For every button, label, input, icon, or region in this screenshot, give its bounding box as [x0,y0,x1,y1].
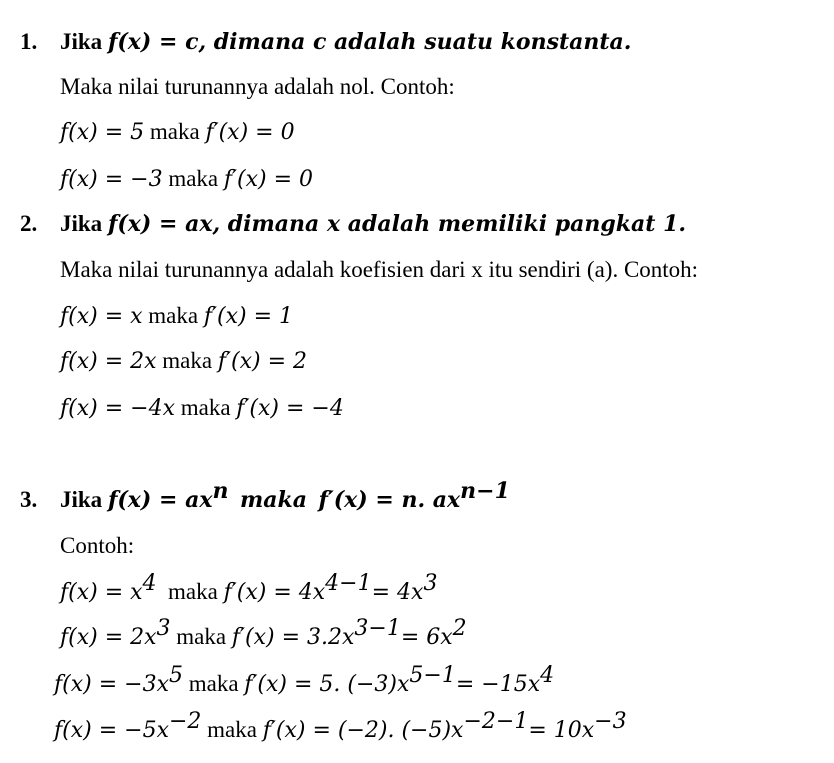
example-maka: maka [207,717,257,742]
rule-3-jika: Jika [60,487,103,512]
example-rhs: f′(x) = 1 [203,304,293,329]
rule-2-description: Maka nilai turunannya adalah koefisien dari x itu sendiri (a). Contoh: [60,257,699,282]
rule-3-number: 3. [20,487,38,512]
example-maka: maka [168,166,219,191]
example-maka: maka [176,624,227,649]
rule-3-example-4 [54,709,627,746]
example-lhs: f(x) = 5 [60,120,145,145]
example-rhs: f′(x) = −4 [236,396,344,421]
example-maka: maka [148,303,199,328]
example-lhs: f(x) = −5x [54,718,169,743]
rule-2-heading [20,209,686,239]
rule-3-lhs: f(x) = ax [107,487,213,513]
rule-3-example-1 [60,571,438,608]
rule-3-heading [20,478,510,515]
example-rhs: f′(x) = 0 [205,120,295,145]
example-result: = 4x [371,580,424,605]
example-maka: maka [180,395,231,420]
rule-3-example-2 [60,616,467,653]
example-rhs-exponent: 3−1 [354,616,401,641]
rule-1-example-1 [60,117,295,148]
example-rhs: f′(x) = (−2). (−5)x [262,718,464,743]
example-lhs-exponent: 4 [142,571,157,596]
rule-2-example-3 [60,393,344,424]
rule-3-rhs-exponent: n−1 [460,478,510,504]
example-result-exponent: 3 [423,571,438,596]
example-lhs: f(x) = −3 [60,167,163,192]
rule-2-example-1 [60,301,293,332]
example-lhs: f(x) = x [60,580,143,605]
rule-2-jika: Jika [60,211,103,236]
example-rhs-exponent: 5−1 [409,663,456,688]
rule-1-jika: Jika [60,29,103,54]
rule-3-maka: maka [239,487,307,513]
rule-3-example-3 [54,663,555,700]
rule-3-rhs: f′(x) = n. ax [318,487,461,513]
example-maka: maka [162,348,213,373]
example-rhs: f′(x) = 4x [223,580,326,605]
example-lhs: f(x) = −3x [54,672,169,697]
example-lhs: f(x) = 2x [60,349,157,374]
rule-3-description: Contoh: [60,533,135,558]
example-maka: maka [149,119,200,144]
rule-2-formula: f(x) = ax, dimana x adalah memiliki pangkat 1. [107,211,687,237]
example-rhs: f′(x) = 5. (−3)x [244,672,410,697]
example-lhs: f(x) = 2x [60,625,157,650]
example-rhs: f′(x) = 0 [223,167,314,192]
example-lhs-exponent: 3 [156,616,171,641]
rule-1-heading [20,27,631,57]
example-lhs-exponent: −2 [168,709,202,734]
rule-2-number: 2. [20,211,38,236]
example-rhs: f′(x) = 2 [217,349,307,374]
example-result: = −15x [455,672,541,697]
example-maka: maka [168,579,218,604]
example-result: = 6x [400,625,453,650]
example-maka: maka [188,671,239,696]
rule-3-lhs-exponent: n [212,478,229,504]
rule-2-example-2 [60,346,307,377]
example-result-exponent: −3 [594,709,627,734]
example-rhs-exponent: −2−1 [463,709,529,734]
example-result-exponent: 2 [452,616,467,641]
example-lhs-exponent: 5 [168,663,183,688]
example-rhs: f′(x) = 3.2x [231,625,355,650]
example-lhs: f(x) = −4x [60,396,175,421]
example-rhs-exponent: 4−1 [325,571,372,596]
example-result: = 10x [528,718,595,743]
rule-1-formula: f(x) = c, dimana c adalah suatu konstanta. [107,29,632,55]
rule-1-description: Maka nilai turunannya adalah nol. Contoh: [60,74,455,99]
rule-1-example-2 [60,164,313,195]
example-result-exponent: 4 [540,663,555,688]
rule-1-number: 1. [20,29,38,54]
example-lhs: f(x) = x [60,304,143,329]
